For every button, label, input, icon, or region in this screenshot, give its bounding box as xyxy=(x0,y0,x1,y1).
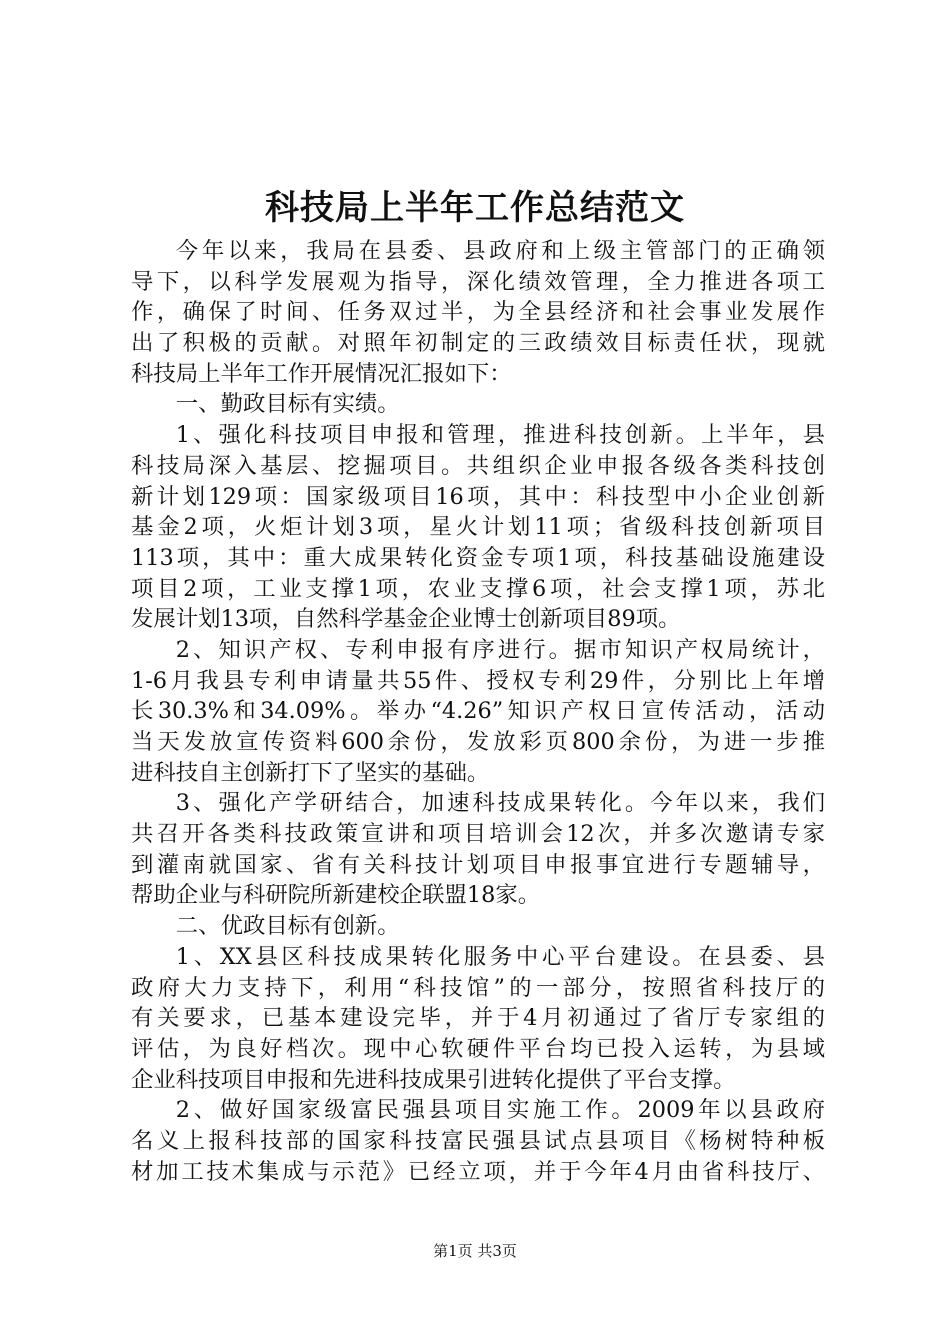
text-line: 1、强化科技项目申报和管理，推进科技创新。上半年，县 xyxy=(175,422,825,449)
text-line: 项目2项，工业支撑1项，农业支撑6项，社会支撑1项，苏北 xyxy=(131,575,825,602)
text-line: 发展计划13项，自然科学基金企业博士创新项目89项。 xyxy=(131,606,681,633)
text-line: 共召开各类科技政策宣讲和项目培训会12次，并多次邀请专家 xyxy=(131,821,825,848)
text-line: 2、做好国家级富民强县项目实施工作。2009年以县政府 xyxy=(175,1097,825,1124)
text-line: 长30.3%和34.09%。举办“4.26”知识产权日宣传活动，活动 xyxy=(131,698,825,725)
text-line: 评估，为良好档次。现中心软硬件平台均已投入运转，为县域 xyxy=(131,1035,825,1062)
text-line: 导下，以科学发展观为指导，深化绩效管理，全力推进各项工 xyxy=(131,268,825,295)
text-line: 进科技自主创新打下了坚实的基础。 xyxy=(131,759,490,786)
text-line: 科技局上半年工作开展情况汇报如下： xyxy=(131,360,512,387)
text-line: 出了积极的贡献。对照年初制定的三政绩效目标责任状，现就 xyxy=(131,330,825,357)
page-footer: 第1页 共3页 xyxy=(433,1242,517,1260)
text-line: 3、强化产学研结合，加速科技成果转化。今年以来，我们 xyxy=(175,790,825,817)
text-line: 二、优政目标有创新。 xyxy=(175,913,400,940)
text-line: 一、勤政目标有实绩。 xyxy=(175,391,400,418)
text-line: 当天发放宣传资料600余份，发放彩页800余份，为进一步推 xyxy=(131,729,825,755)
text-line: 有关要求，已基本建设完毕，并于4月初通过了省厅专家组的 xyxy=(131,1005,825,1032)
text-line: 名义上报科技部的国家科技富民强县试点县项目《杨树特种板 xyxy=(131,1127,825,1154)
document-title: 科技局上半年工作总结范文 xyxy=(265,188,685,228)
text-line: 政府大力支持下，利用“科技馆”的一部分，按照省科技厅的 xyxy=(131,974,825,1001)
text-line: 今年以来，我局在县委、县政府和上级主管部门的正确领 xyxy=(175,238,825,264)
text-line: 材加工技术集成与示范》已经立项，并于今年4月由省科技厅、 xyxy=(131,1158,825,1185)
text-line: 1、XX县区科技成果转化服务中心平台建设。在县委、县 xyxy=(175,943,825,970)
text-line: 帮助企业与科研院所新建校企联盟18家。 xyxy=(131,882,541,909)
text-line: 113项，其中：重大成果转化资金专项1项，科技基础设施建设 xyxy=(131,544,825,571)
text-line: 作，确保了时间、任务双过半，为全县经济和社会事业发展作 xyxy=(131,299,825,326)
text-line: 到灌南就国家、省有关科技计划项目申报事宜进行专题辅导， xyxy=(131,851,825,878)
text-line: 2、知识产权、专利申报有序进行。据市知识产权局统计， xyxy=(175,636,825,663)
text-line: 基金2项，火炬计划3项，星火计划11项；省级科技创新项目 xyxy=(131,514,825,541)
text-line: 科技局深入基层、挖掘项目。共组织企业申报各级各类科技创 xyxy=(131,452,825,479)
text-line: 新计划129项：国家级项目16项，其中：科技型中小企业创新 xyxy=(131,483,825,510)
document-body xyxy=(131,236,825,1187)
text-line: 1-6月我县专利申请量共55件、授权专利29件，分别比上年增 xyxy=(131,667,825,694)
text-line: 企业科技项目申报和先进科技成果引进转化提供了平台支撑。 xyxy=(131,1066,736,1093)
